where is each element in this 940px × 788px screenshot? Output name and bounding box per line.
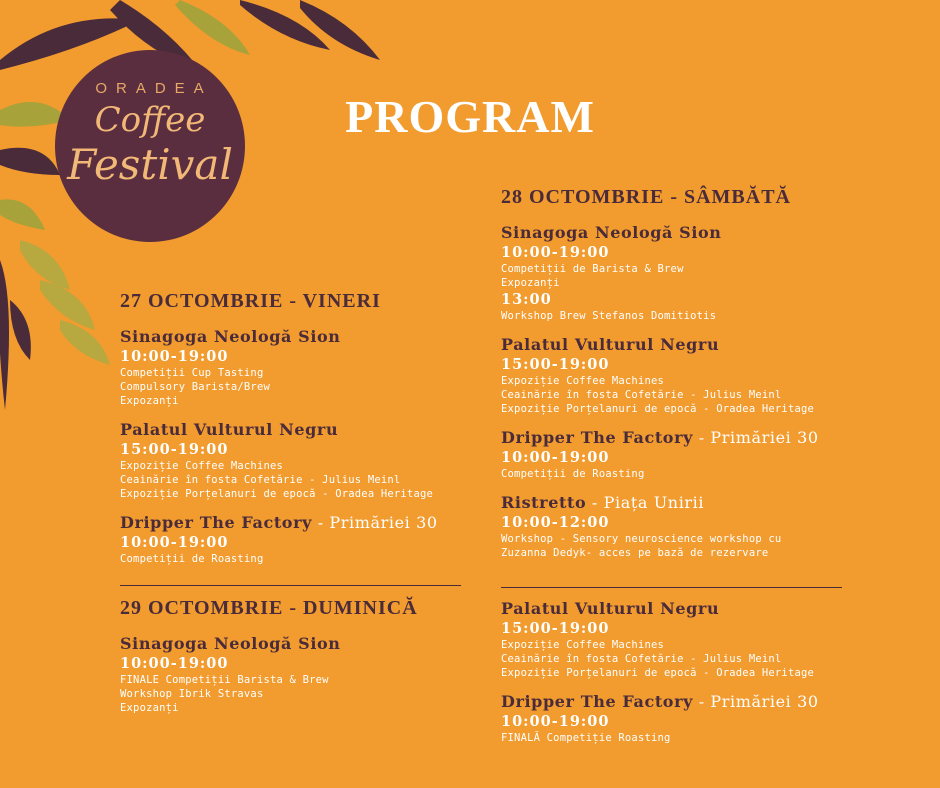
venue-name: [120, 327, 470, 347]
venue-title: Sinagoga Neologă Sion: [120, 634, 341, 653]
session-item: Expozanți: [501, 277, 560, 289]
venue-block: [120, 513, 470, 566]
session-item: Competiții de Barista & Brew: [501, 263, 684, 275]
session-item: FINALĂ Competiție Roasting: [501, 732, 671, 744]
venue-name: [501, 692, 861, 712]
session-item: Expoziție Coffee Machines: [501, 639, 665, 651]
logo-line-2: Coffee: [94, 100, 206, 140]
venue-title: Dripper The Factory: [501, 692, 694, 711]
venue-block: [120, 634, 470, 715]
session-time: 10:00-19:00: [120, 348, 229, 365]
venue-block: [501, 692, 861, 745]
session-time: 10:00-12:00: [501, 514, 610, 531]
session-time: 10:00-19:00: [120, 655, 229, 672]
venue-address: - Piața Unirii: [586, 493, 705, 512]
session-item: Zuzanna Dedyk- acces pe bază de rezervare: [501, 547, 769, 559]
session-item: Compulsory Barista/Brew: [120, 381, 270, 393]
session-item: Expoziție Coffee Machines: [501, 375, 665, 387]
session-time: 15:00-19:00: [501, 620, 610, 637]
venue-block: [120, 420, 470, 501]
session-time: 10:00-19:00: [501, 449, 610, 466]
session-item: Expoziție Porțelanuri de epocă - Oradea Heritage: [501, 667, 815, 679]
venue-name: [120, 420, 470, 440]
venue-block: [501, 223, 861, 323]
session-time: 15:00-19:00: [120, 441, 229, 458]
venue-address: - Primăriei 30: [312, 513, 438, 532]
session-time: 10:00-19:00: [501, 244, 610, 261]
session-item: Expoziție Porțelanuri de epocă - Oradea Heritage: [501, 403, 815, 415]
festival-logo: [55, 50, 245, 242]
venue-name: [501, 599, 861, 619]
day-heading: 29 OCTOMBRIE - DUMINICĂ: [120, 597, 418, 619]
session-item: Expozanți: [120, 395, 179, 407]
day-saturday: [501, 186, 861, 572]
day-sunday: [120, 597, 470, 727]
session-item: Expozanți: [120, 702, 179, 714]
venue-address: - Primăriei 30: [693, 692, 819, 711]
venue-title: Dripper The Factory: [120, 513, 313, 532]
venue-block: [501, 599, 861, 680]
session-item: Workshop Ibrik Stravas: [120, 688, 264, 700]
venue-name: [120, 634, 470, 654]
session-item: Competiții de Roasting: [501, 468, 645, 480]
session-item: FINALE Competiții Barista & Brew: [120, 674, 329, 686]
session-item: Expoziție Coffee Machines: [120, 460, 284, 472]
venue-title: Sinagoga Neologă Sion: [501, 223, 722, 242]
venue-title: Dripper The Factory: [501, 428, 694, 447]
session-time: 10:00-19:00: [501, 713, 610, 730]
session-time: 10:00-19:00: [120, 534, 229, 551]
logo-line-1: ORADEA: [95, 80, 213, 97]
venue-title: Ristretto: [501, 493, 587, 512]
session-item: Ceainărie în fosta Cofetărie - Julius Meinl: [501, 653, 782, 665]
venue-block: [501, 335, 861, 416]
venue-name: [501, 223, 861, 243]
session-item: Ceainărie în fosta Cofetărie - Julius Meinl: [501, 389, 782, 401]
venue-name: [501, 428, 861, 448]
venue-title: Palatul Vulturul Negru: [501, 335, 720, 354]
session-item: Ceainărie în fosta Cofetărie - Julius Meinl: [120, 474, 401, 486]
divider-left: [120, 585, 461, 586]
divider-right: [501, 587, 842, 588]
session-item: Workshop - Sensory neuroscience workshop cu: [501, 533, 782, 545]
venue-title: Palatul Vulturul Negru: [501, 599, 720, 618]
venue-block: [120, 327, 470, 408]
page-title: PROGRAM: [345, 91, 595, 142]
venue-address: - Primăriei 30: [693, 428, 819, 447]
venue-name: [501, 335, 861, 355]
day-friday: [120, 290, 470, 578]
logo-line-3: Festival: [67, 140, 233, 189]
session-item: Workshop Brew Stefanos Domitiotis: [501, 310, 717, 322]
venue-name: [120, 513, 470, 533]
venue-block: [501, 428, 861, 481]
day-heading: 28 OCTOMBRIE - SÂMBĂTĂ: [501, 186, 791, 208]
session-time: 15:00-19:00: [501, 356, 610, 373]
session-time: 13:00: [501, 291, 552, 308]
day-saturday-continued: [501, 599, 861, 757]
venue-name: [501, 493, 861, 513]
session-item: Competiții de Roasting: [120, 553, 264, 565]
session-item: Expoziție Porțelanuri de epocă - Oradea Heritage: [120, 488, 434, 500]
venue-title: Sinagoga Neologă Sion: [120, 327, 341, 346]
day-heading: 27 OCTOMBRIE - VINERI: [120, 290, 381, 312]
venue-block: [501, 493, 861, 560]
venue-title: Palatul Vulturul Negru: [120, 420, 339, 439]
session-item: Competiții Cup Tasting: [120, 367, 264, 379]
